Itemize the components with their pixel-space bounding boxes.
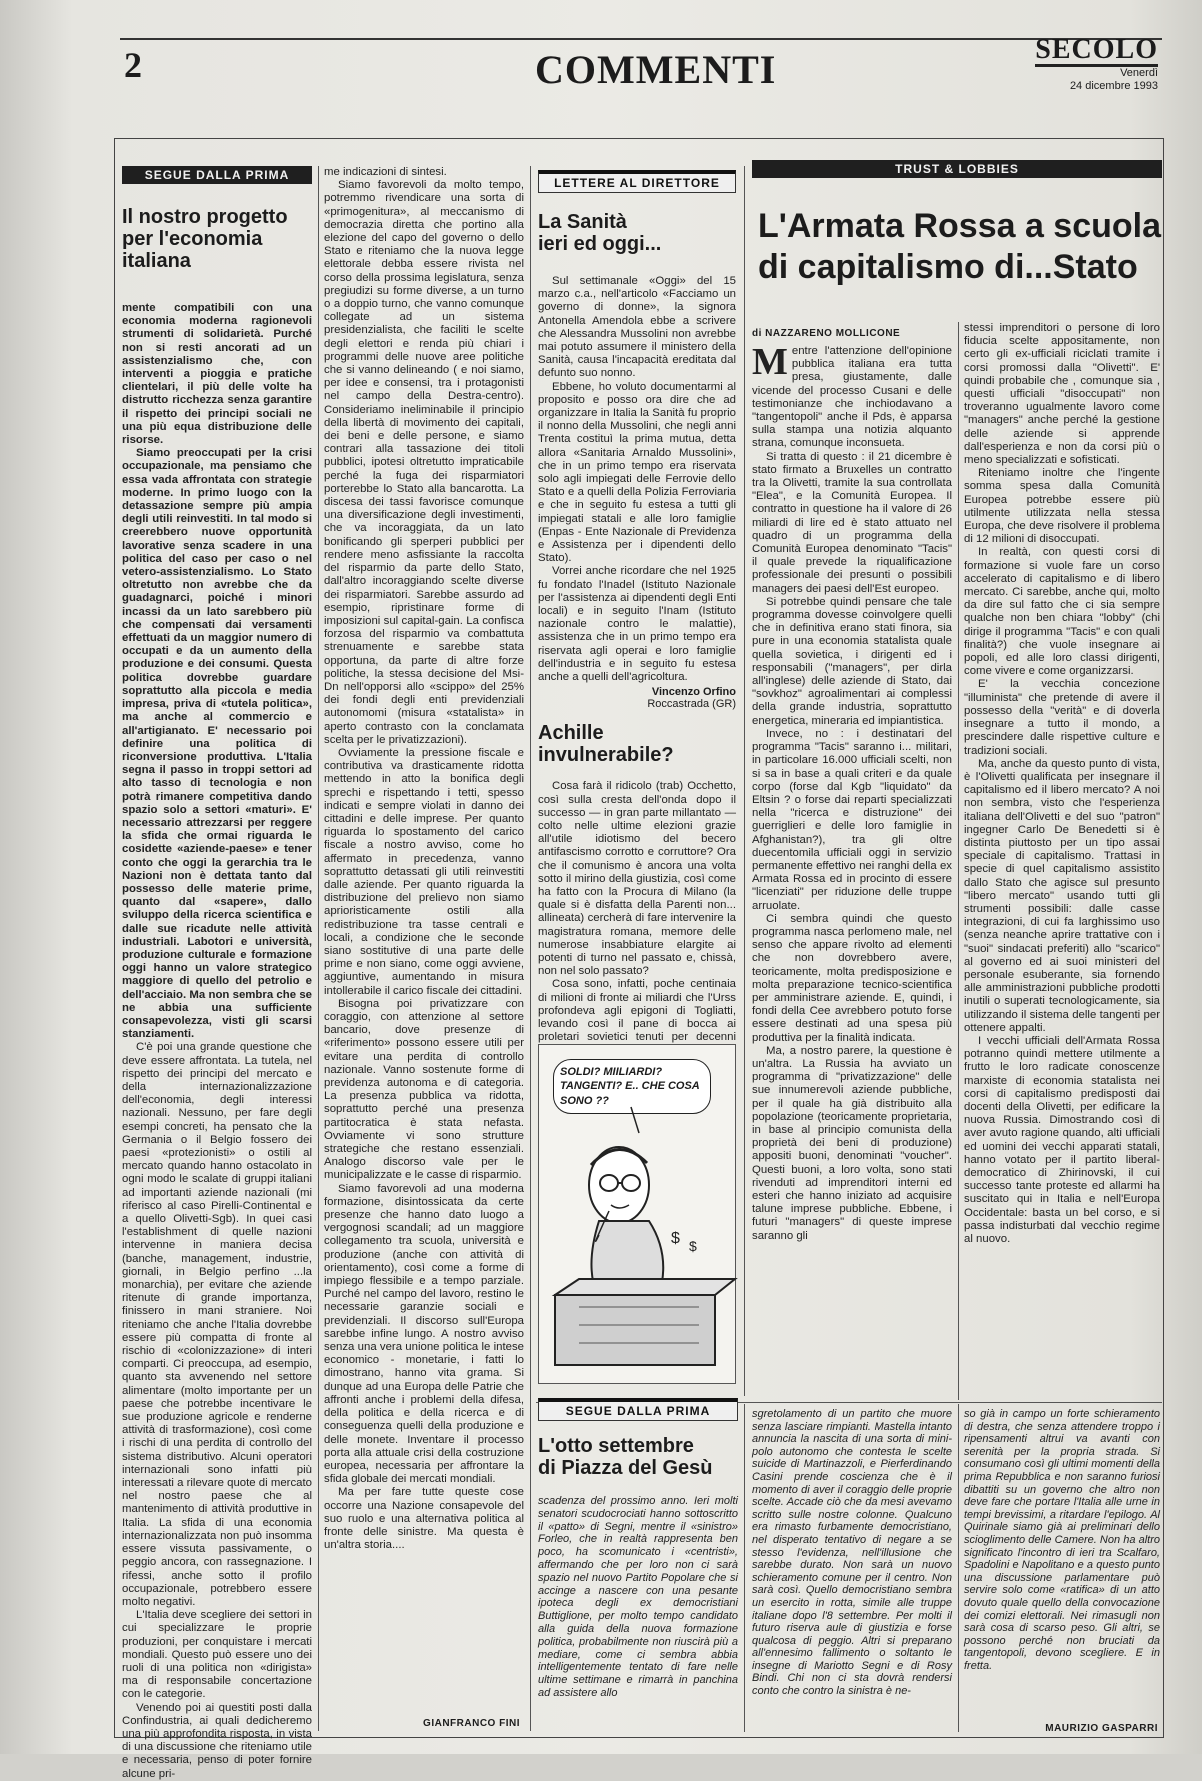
kicker-segue-dalla-prima: SEGUE DALLA PRIMA — [538, 1398, 738, 1421]
headline-line-2: di Piazza del Gesù — [538, 1457, 713, 1479]
letter-1-body — [538, 275, 736, 684]
paragraph: entre l'attenzione dell'opinione pubblica italiana era tutta presa, giustamente, dalle vicende del processo Cusani e delle testimonianze che inchiodavano a "tangentopoli" anche il Pds, è apparsa sulla stampa una notizia alquanto strana, comunque inconsueta. — [752, 345, 952, 450]
article-fini-body-continued — [324, 166, 524, 1701]
newspaper-logo: SECOLO — [1035, 34, 1158, 65]
paragraph: Ma, anche da questo punto di vista, è l'Olivetti qualificata per insegnare il capitalismo ed il libero mercato? A noi non sembra, visto che l'esperienza italiana dell'Olivetti e del suo "patron" ingegner Carlo De Benedetti si è distinta piuttosto per un tipo assai speciale di capitalismo. Trattasi in specie di quel capitalismo assistito dallo Stato che agisce sul presunto "libero mercato" usando tutti gli strumenti possibili: dalle casse integrazioni, di cui fa larghissimo uso (senza neanche aprire trattative con i "suoi" sindacati preferiti) allo "scarico" al governo ed ai suoi ministeri del personale esuberante, sia fornendo alle amministrazioni pubbliche prodotti inutili o superati tecnologicamente, sia utilizzando il sistema delle tangenti per ottenere appalti. — [964, 757, 1160, 1034]
article-fini-column-2 — [324, 166, 524, 1731]
paragraph: Ci sembra quindi che questo programma nasca perlomeno male, nel senso che appare rivolto ad elementi che non dovrebbero avere, teoricamente, molta predisposizione e molta preparazione tecnico-scientifica per amministrare aziende. E, quindi, i fondi della Cee avrebbero potuto forse essere destinati ad una spesa più produttiva per la finalità indicata. — [752, 912, 952, 1044]
paragraph: Siamo favorevoli da molto tempo, potremmo rivendicare una sorta di «primogenitura», al meccanismo di democrazia diretta che portino alla elezione del capo del governo o dello Stato e riteniamo che la nuova legge elettorale debba essere rivista nel corso della prossima legislatura, senza pregiudizi su forme diverse, a un turno o a doppio turno, che vanno comunque collegate ad un sistema presidenzialista, che faciliti le scelte degli elettori e renda più chiari i programmi delle nuove aree politiche che si vanno delineando ( e noi siamo, per idee e consensi, tra i protagonisti nel campo della Destra-centro). Consideriamo ineliminabile il principio della libertà di movimento dei capitali, dei beni e delle persone, e siamo contrari alla tassazione dei titoli pubblici, ipotesi oltretutto impraticabile perché la fuga dei risparmiatori porterebbe lo Stato alla bancarotta. La discesa dei tassi favorisce comunque una diversificazione degli investimenti, che va incoraggiata, da un lato bonificando gli sperperi pubblici per rendere meno asfissiante la raccolta del risparmio da parte dello Stato, dall'altro incoraggiando scelte diverse dei risparmiatori. Sarebbe assurdo ad esempio, ripristinare forme di imposizioni sul capital-gain. La confisca forzosa del risparmio va combattuta strenuamente e sarebbe stata opportuna, da parte di altre forze politiche, la stessa decisione del Msi-Dn nell'opporsi allo «scippo» del 25% dei fondi degli enti previdenziali autonomomi (misura «statalista» in aperto contrasto con la conclamata scelta per le privatizzazioni). — [324, 179, 524, 746]
paragraph: Venendo poi ai questiti posti dalla Confindustria, ai quali dedicheremo una più approfondita risposta, in vista di una discussione che riteniamo utile e necessaria, penso di poter fornire alcune pri- — [122, 1701, 312, 1780]
cartoon-figure-icon — [539, 1045, 735, 1383]
paragraph: Siamo favorevoli ad una moderna formazione, disintossicata da certe presenze che hanno dato luogo a vergognosi scandali; ad un maggiore collegamento tra scuola, università e produzione (anche con attività di orientamento), così come a forme di impiego flessibile e a tempo parziale. Purché nel campo del lavoro, restino le necessarie garanzie sociali e previdenziali. Il discorso sull'Europa sarebbe infine lungo. A nostro avviso senza una vera unione politica le intese economico - monetarie, i fatti lo dimostrano, hanno vita grama. Si dunque ad una Europa delle Patrie che affronti anche i problemi della difesa, della politica e della ricerca e di conseguenza quelli della produzione e delle monete. Inventare il processo porta alla attuale crisi della costruzione europea, necessaria per affrontare la sfida globale dei mercati mondiali. — [324, 1182, 524, 1486]
kicker-trust-lobbies: TRUST & LOBBIES — [752, 160, 1162, 178]
article-gasparri-column-1 — [538, 1398, 738, 1734]
author-signature: GIANFRANCO FINI — [423, 1718, 520, 1729]
column-divider — [958, 1404, 959, 1732]
paragraph: L'Italia deve scegliere dei settori in cui specializzare le proprie produzioni, per conquistare i mercati mondiali. Questo può essere uno dei ruoli di una politica non «dirigista» ma di responsabile concertazione con le categorie. — [122, 1609, 312, 1701]
cartoon-illustration — [538, 1044, 736, 1384]
paragraph: Vorrei anche ricordare che nel 1925 fu fondato l'Inadel (Istituto Nazionale per l'assistenza ai dipendenti degli Enti locali) e in seguito l'Inam (Istituto nazionale contro le malattie), assistenza che in un primo tempo era riservata agli operai e loro famiglie dell'industria e in seguito fu estesa anche a quelli dell'agricoltura. — [538, 565, 736, 684]
article-mollicone-column-2 — [964, 322, 1160, 1402]
headline-line-2: invulnerabile? — [538, 744, 674, 767]
letter-2-headline — [538, 722, 736, 766]
kicker-segue-dalla-prima: SEGUE DALLA PRIMA — [122, 166, 312, 184]
article-gasparri-headline — [538, 1435, 738, 1479]
paragraph: Siamo preoccupati per la crisi occupazionale, ma pensiamo che essa vada affrontata con strategie moderne. In primo luogo con la detassazione sempre più ampia degli utili reinvestiti. In tal modo si creerebbero nuove opportunità lavorative senza scadere in una politica del caso per caso o nel vetero-assistenzialismo. Lo Stato oltretutto non avrebbe che da guadagnarci, poiché i minori incassi da un lato sarebbero più che compensati dai versamenti effettuati da un maggior numero di occupati e da un aumento della produzione e dei consumi. Questa politica dovrebbe guardare soprattutto alla piccola e media impresa, priva di «tutela politica», ma anche al commercio e all'artigianato. E' necessario poi definire una politica di riconversione produttiva. L'Italia segna il passo in troppi settori ad alto tasso di tecnologia e non potrà rimanere competitiva dando spazio solo a settori «maturi». E' necessario attrezzarsi per reggere la sfida che ormai riguarda le cosidette «aziende-paese» e tener conto che oggi la gerarchia tra le Nazioni non è dettata tanto dal possesso delle materie prime, quanto dal «sapere», dallo sviluppo della ricerca scientifica e dalle sue ricadute nelle attività industriali. Labotori e università, produzione culturale e formazione oggi hanno un valore strategico maggiore di quello del petrolio e dell'acciaio. Ma non sembra che se ne abbia una sufficiente consapevolezza, visti gli scarsi stanziamenti. — [122, 447, 312, 1041]
paragraph: Riteniamo inoltre che l'ingente somma spesa dalla Comunità Europea potrebbe essere più utilmente utilizzata nella stessa Europa, che deve risolvere il problema di 12 milioni di disoccupati. — [964, 467, 1160, 546]
article-fini-headline — [122, 206, 312, 272]
headline-line-1: Il nostro progetto — [122, 206, 288, 228]
article-gasparri-column-2 — [752, 1408, 952, 1734]
headline-line-1: Achille — [538, 722, 604, 745]
cartoon-speech-bubble: SOLDI? MIILIARDI? TANGENTI? E.. CHE COSA SONO ?? — [553, 1059, 711, 1114]
paragraph: I vecchi ufficiali dell'Armata Rossa potranno quindi mettere utilmente a frutto le loro radicate conoscenze marxiste di economia statalista nei corsi di capitalismo predisposti dai docenti della Olivetti, per edificare la nuova Russia. Dimostrando così di aver avuto ragione quando, alti ufficiali ed uomini dei vecchi apparati statali, hanno votato per il partito liberal-democratico di Zhirinovski, il cui successo tante proteste ed allarmi ha suscitato qui in Italia e nell'Europa Occidentale: basta un bel corso, e si passa indisturbati dal vecchio regime al nuovo. — [964, 1034, 1160, 1246]
paragraph: Sul settimanale «Oggi» del 15 marzo c.a., nell'articolo «Facciamo un governo di donne», la signora Antonella Amendola ebbe a scrivere che Alessandra Mussolini non avrebbe mai potuto assumere il ministero della Sanità, causa l'incapacità ereditata dal defunto suo nonno. — [538, 275, 736, 380]
paragraph: In realtà, con questi corsi di formazione si vuole fare un corso accelerato di capitalismo e di libero mercato. Ci sarebbe, anche qui, molto da dire sul fatto che ci sia sempre qualche non ben chiara "lobby" (chi dirige il programma "Tacis" e con quali finalità?) che vuole insegnare ai popoli, ed alle loro classi dirigenti, come vivere e come organizzarsi. — [964, 546, 1160, 678]
paragraph: stessi imprenditori o persone di loro fiducia scelte appositamente, non certo gli ex-ufficiali riciclati tramite i corsi promossi dalla "Olivetti". E' quindi probabile che , comunque sia , questi ufficiali "disoccupati" non troveranno ugualmente lavoro come "managers" anche perché la gestione delle aziende si apprende dall'esperienza e non da corsi più o meno specializzati e sofisticati. — [964, 322, 1160, 467]
column-divider — [530, 166, 531, 1731]
letter-2-body — [538, 780, 736, 1070]
paragraph: Si tratta di questo : il 21 dicembre è stato firmato a Bruxelles un contratto tra la Olivetti, tramite la sua controllata "Elea", e la Comunità Europea. Il contratto in questione ha il valore di 26 miliardi di lire ed è stato attuato nel quadro di un programma della Comunità Europea denominato "Tacis" il quale prevede la riqualificazione professionale dei presunti o possibili managers dei paesi dell'Est europeo. — [752, 450, 952, 595]
author-signature: MAURIZIO GASPARRI — [1045, 1723, 1158, 1734]
svg-text:$: $ — [689, 1238, 697, 1254]
article-mollicone-headline — [758, 206, 1162, 288]
article-mollicone-body — [752, 341, 952, 1243]
letter-place: Roccastrada (GR) — [647, 698, 736, 711]
svg-text:$: $ — [671, 1230, 680, 1247]
column-divider — [744, 1404, 745, 1732]
page-number: 2 — [124, 45, 142, 85]
headline-line-2: ieri ed oggi... — [538, 233, 662, 255]
headline-line-2: di capitalismo di...Stato — [758, 247, 1138, 286]
letter-1-signature — [538, 686, 736, 710]
paragraph: Ovviamente la pressione fiscale e contributiva va drasticamente ridotta mettendo in atto la bonifica degli sprechi e rispettando i tetti, spesso indicati e sempre violati in danno dei cittadini e delle imprese. Per quanto riguarda lo spostamento del carico fiscale a nostro avviso, come ho affermato in precedenza, vanno soprattutto detassati gli utili reinvestiti dalle aziende. Per quanto riguarda la distribuzione del prelievo non siamo aprioristicamente ostili alla redistribuzione tra tasse centrali e locali, a condizione che le seconde siano sostitutive di una parte delle prime e non siano, come oggi avviene, aggiuntive, aumentando in misura intollerabile il carico fiscale dei cittadini. — [324, 746, 524, 997]
article-fini-body — [122, 302, 312, 1781]
letter-1-headline — [538, 211, 736, 255]
article-gasparri-body-continued: sgretolamento di un partito che muore senza lasciare rimpianti. Mastella intanto annuncia la nascita di una sorta di mini-polo autonomo che contesta le scelte suicide di Martinazzoli, e Pierferdinando Casini prende coscienza che è il momento di aver il coraggio delle proprie scelte. Accade ciò che da mesi avevamo scritto sulle nostre colonne. Qualcuno era rimasto furbamente democristiano, nel disperato tentativo di negare a se stesso l'evidenza, nell'illusione che sarebbe durato. Non sarà un nuovo schieramento comune per il centro. Non sarà così. Quello democristiano sembra un esercito in rotta, simile alle truppe italiane dopo l'8 settembre. Per molti il futuro riserva aule di giustizia e forse qualcosa di peggio. Altri si preparano all'ennesimo fallimento o soltanto le insegne di Mariotto Segni e di Rosy Bindi. Chi non ci sta dovrà rendersi conto che contro la sinistra è ne- — [752, 1408, 952, 1698]
issue-weekday: Venerdì — [1120, 67, 1158, 79]
paragraph: Ebbene, ho voluto documentarmi al proposito e posso ora dire che ad organizzare in Italia la Sanità fu proprio il nonno della Mussolini, che negli anni Trenta costituì la prima mutua, detta allora «Sanitaria Arnaldo Mussolini», che in un primo tempo era riservata solo agli impiegati delle Ferrovie dello Stato e a quelli della Polizia Ferroviaria e che in seguito fu estesa a tutti gli impiegati statali e alle loro famiglie (Enpas - Ente Nazionale di Previdenza e Assistenza per i dipendenti dello Stato). — [538, 380, 736, 565]
paragraph: Bisogna poi privatizzare con coraggio, con attenzione al settore bancario, dove presenze di «riferimento» possono essere utili per evitare una perdita di controllo nazionale. Vanno sostenute forme di previdenza autonoma e di categoria. La presenza pubblica va ridotta, soprattutto perché una presenza partitocratica è stata nefasta. Ovviamente vi sono strutture strategiche che restano essenziali. Analogo discorso vale per le municipalizzate e le casse di risparmio. — [324, 997, 524, 1182]
paragraph: Cosa farà il ridicolo (trab) Occhetto, così sulla cresta dell'onda dopo il successo — in gran parte millantato — colto nelle ultime elezioni grazie all'utile idiotismo del becero antifascismo corrotto e corruttore? Ora che il comunismo è ancora una volta sotto il mirino della giustizia, così come ha fatto con la Procura di Milano (la quale si è disfatta della Parenti non... allineata) cercherà di fare intervenire la magistratura romana, memore delle numerose insabbiature elargite ai potenti di turno nel passato e, chissà, non nel solo passato? — [538, 780, 736, 978]
paragraph: Ma, a nostro parere, la questione è un'altra. La Russia ha avviato un programma di "privatizzazione" delle sue innumerevoli aziende pubbliche, per il quale ha già distribuito alla popolazione (teoricamente proprietaria, in base al principio comunista della proprietà dei beni di produzione) appositi buoni, denominati "voucher". Questi buoni, a loro volta, sono stati rivenduti ad imprenditori interni ed esteri che hanno iniziato ad acquisire talune imprese pubbliche. Ebbene, i futuri "managers" di queste imprese saranno gli — [752, 1044, 952, 1242]
article-mollicone-column-1 — [752, 322, 952, 1402]
article-fini-column-1 — [122, 166, 312, 1780]
kicker-lettere: LETTERE AL DIRETTORE — [538, 170, 736, 193]
paragraph: E' la vecchia concezione "illuminista" che pretende di avere il possesso della "verità" e di doverla insegnare a tutto il mondo, a prescindere dalle rispettive culture e tradizioni sociali. — [964, 678, 1160, 757]
headline-line-1: La Sanità — [538, 211, 627, 233]
column-divider — [318, 166, 319, 1731]
header-rule — [120, 38, 1162, 40]
column-divider — [744, 166, 745, 1396]
letter-author: Vincenzo Orfino — [651, 686, 736, 699]
paragraph: mente compatibili con una economia moderna ragionevoli strumenti di solidarietà. Purché non si resti ancorati ad un assistenzialismo che, con interventi a pioggia e pratiche clientelari, il più delle volte ha distrutto ricchezza senza garantire il rispetto dei principi sociali ne una più equa distribuzione delle risorse. — [122, 302, 312, 447]
paragraph: Cosa sono, infatti, poche centinaia di milioni di fronte ai miliardi che l'Urss profondeva agli epigoni di Togliatti, levando così il pane di bocca ai proletari sovietici tenuti per decenni — [538, 978, 736, 1044]
headline-line-1: L'otto settembre — [538, 1435, 694, 1457]
paragraph: Invece, no : i destinatari del programma "Tacis" saranno i... militari, in particolare 16.000 ufficiali scelti, non si sa in base a quali criteri e da quale corpo (forse dal Kgb "liquidato" da Eltsin ? o forse dai reparti specializzati nella "ricerca e distruzione" dei guerriglieri e delle loro famiglie in Afghanistan?), tra gli oltre duecentomila ufficiali oggi in servizio permanente effettivo nei ranghi della ex Armata Rossa ed in procinto di essere "licenziati" per riduzione delle truppe arruolate. — [752, 727, 952, 912]
drop-cap: M — [752, 341, 788, 383]
section-title: COMMENTI — [535, 47, 777, 92]
paragraph: Si potrebbe quindi pensare che tale programma dovesse coinvolgere quelli che in definitiva erano stati finora, sia pure in una economia statalista quale quella sovietica, i dirigenti ed i responsabili ("managers", per dirla all'inglese) delle aziende di Stato, dai "sovkhoz" agroalimentari ai complessi della grande industria, soprattutto energetica, mineraria ed impiantistica. — [752, 595, 952, 727]
headline-line-1: L'Armata Rossa a scuola — [758, 207, 1162, 245]
article-gasparri-column-3 — [964, 1408, 1160, 1734]
article-gasparri-body-continued: so già in campo un forte schieramento di destra, che senza attendere troppo i ripensamenti altrui va avanti con serenità per la propria strada. Si consumano così gli ultimi momenti della prima Repubblica e non saranno furiosi dibattiti su un governo che altro non deve fare che portare l'Italia alle urne in tempi brevissimi, a ritardare l'epilogo. Al Quirinale siamo già ai preliminari dello scioglimento delle Camere. Non ha altro significato l'incontro di ieri tra Scalfaro, Spadolini e Napolitano e a questo punto una discussione parlamentare può servire solo come «ratifica» di un atto dovuto quale quello della convocazione dei comizi elettorali. Nei rimasugli non sarà cosa di scarso peso. Gli altri, se possono perché non bruciati da tangentopoli, devono scegliere. E in fretta. — [964, 1408, 1160, 1672]
article-gasparri-body: scadenza del prossimo anno. Ieri molti senatori scudocrociati hanno sottoscritto il «patto» di Segni, mentre il «sinistro» Forleo, che in realtà rappresenta ben poco, ha scomunicato i «centristi», affermando che per loro non ci sarà spazio nel nuovo Partito Popolare che si accinge a nascere con una pesante ipoteca degli ex democristiani Buttiglione, per molto tempo candidato alla guida della nuova formazione politica, probabilmente non riuscirà più a mediare, come ci sembra abbia intelligentemente tentato di fare nelle ultime settimane e rimarrà in panchina ad assistere allo — [538, 1495, 738, 1699]
paragraph: me indicazioni di sintesi. — [324, 166, 447, 178]
issue-date: 24 dicembre 1993 — [1069, 80, 1158, 93]
article-byline: di NAZZARENO MOLLICONE — [752, 328, 901, 339]
column-divider — [958, 322, 959, 1400]
paragraph: Ma per fare tutte queste cose occorre una Nazione consapevole del suo ruolo e una alternativa politica al fronte delle sinistre. Ma questa è un'altra storia.... — [324, 1486, 524, 1552]
masthead — [1035, 36, 1158, 93]
article-mollicone-body-continued — [964, 322, 1160, 1246]
paragraph: C'è poi una grande questione che deve essere affrontata. La tutela, nel rispetto dei principi del mercato e della internazionalizzazione dell'economia, degli interessi nazionali. Nessuno, per fare degli esempi concreti, ha pensato che la Germania o il Belgio fossero dei paesi «protezionisti» o ostili al mercato quando hanno ostacolato in ogni modo le scalate di gruppi italiani ad importanti aziende nazionali (mi riferisco al caso Pirelli-Continental e a quello Olivetti-Sgb). In quei casi l'establishment di quelle nazioni intervenne in maniera decisa (banche, management, industrie, giornali, in Belgio perfino ...la monarchia), per evitare che aziende ritenute di grande importanza, finissero in mani straniere. Noi riteniamo che anche l'Italia dovrebbe essere più compatta di fronte al rischio di «colonizzazione» di interi comparti. Ci preoccupa, ad esempio, quanto sta avvenendo nel settore alimentare (molto importante per un paese che potrebbe incentivare le sue produzione agricole e renderne attività di trasformazione), così come i rischi di una perdita di controllo del sistema distributivo. Alcuni operatori internazionali sono infatti più interessati a rilevare quote di mercato nel nostro paese che al mantenimento di attività produttive in Italia. La sfida di una economia internazionalizzata non può insomma essere vissuta passivamente, o peggio ancora, con rassegnazione. I rifessi, anche sotto il profilo occupazionale, potrebbero essere molto negativi. — [122, 1041, 312, 1608]
headline-line-2: per l'economia italiana — [122, 228, 263, 272]
